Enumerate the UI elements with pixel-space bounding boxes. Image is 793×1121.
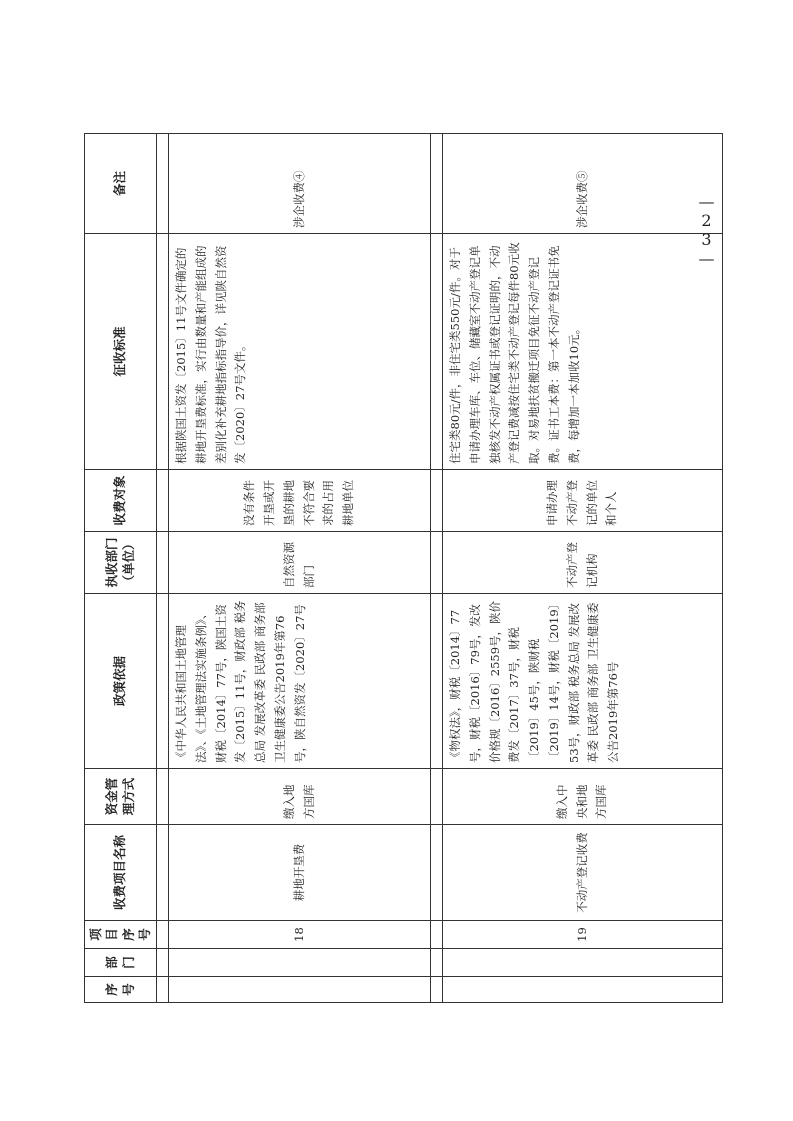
fee-table xyxy=(84,133,723,1003)
header-item-seq: 项目序号 xyxy=(85,921,157,949)
cell-policy: 《中华人民共和国土地管理法》、《土地管理法实施条例》、财税〔2014〕77号，陕国土资发〔2015〕11号，财政部 税务总局 发展改革委 民政部 商务部 卫生健康委公告2019年第76号，陕自然资发〔2020〕27号 xyxy=(169,594,431,769)
cell-item-seq: 19 xyxy=(443,921,723,949)
cell-agency: 不动产登记机构 xyxy=(443,532,723,594)
cell-note: 涉企收费⑤ xyxy=(443,134,723,234)
header-policy: 政策依据 xyxy=(85,594,157,769)
cell-fund: 缴入地方国库 xyxy=(169,769,431,825)
header-seq: 序号 xyxy=(85,977,157,1003)
spacer-row xyxy=(431,134,443,1003)
cell-policy: 《物权法》，财税〔2014〕77号，财税〔2016〕79号，发改价格规〔2016〕2559号，陕价费发〔2017〕37号，财税〔2019〕45号，陕财税〔2019〕14号，财税〔2019〕53号，财政部 税务总局 发展改革委 民政部 商务部 卫生健康委公告2019年第76号 xyxy=(443,594,723,769)
cell-seq xyxy=(443,977,723,1003)
header-dept: 部门 xyxy=(85,949,157,977)
cell-standard: 住宅类80元/件，非住宅类550元/件。对于申请办理车库、车位、储藏室不动产登记单独核发不动产权属证书或登记证明的，不动产登记费减按住宅类不动产登记每件80元收取。对易地扶贫搬迁项目免征不动产登记费。证书工本费：第一本不动产登记证书免费，每增加一本加收10元。 xyxy=(443,234,723,470)
header-fund: 资金管理方式 xyxy=(85,769,157,825)
cell-standard: 根据陕国土资发〔2015〕11号文件确定的耕地开垦费标准，实行由数量和产能组成的差别化补充耕地指标指导价，详见陕自然资发〔2020〕27号文件。 xyxy=(169,234,431,470)
cell-dept xyxy=(443,949,723,977)
cell-item-seq: 18 xyxy=(169,921,431,949)
cell-name: 不动产登记收费 xyxy=(443,825,723,921)
table-row xyxy=(169,134,431,1003)
cell-fund: 缴入中央和地方国库 xyxy=(443,769,723,825)
header-standard: 征收标准 xyxy=(85,234,157,470)
cell-name: 耕地开垦费 xyxy=(169,825,431,921)
fee-table-rotated xyxy=(84,134,708,1003)
header-payer: 收费对象 xyxy=(85,470,157,532)
cell-note: 涉企收费④ xyxy=(169,134,431,234)
table-row xyxy=(443,134,723,1003)
cell-agency: 自然资源部门 xyxy=(169,532,431,594)
header-agency: 执收部门（单位） xyxy=(85,532,157,594)
cell-seq xyxy=(169,977,431,1003)
cell-payer: 申请办理不动产登记的单位和个人 xyxy=(443,470,723,532)
cell-payer: 没有条件开垦或开垦的耕地不符合要求的占用耕地单位 xyxy=(169,470,431,532)
page-number: —23— xyxy=(697,192,716,268)
cell-dept xyxy=(169,949,431,977)
table-header xyxy=(85,134,157,1003)
header-note: 备注 xyxy=(85,134,157,234)
spacer-row xyxy=(157,134,169,1003)
header-name: 收费项目名称 xyxy=(85,825,157,921)
